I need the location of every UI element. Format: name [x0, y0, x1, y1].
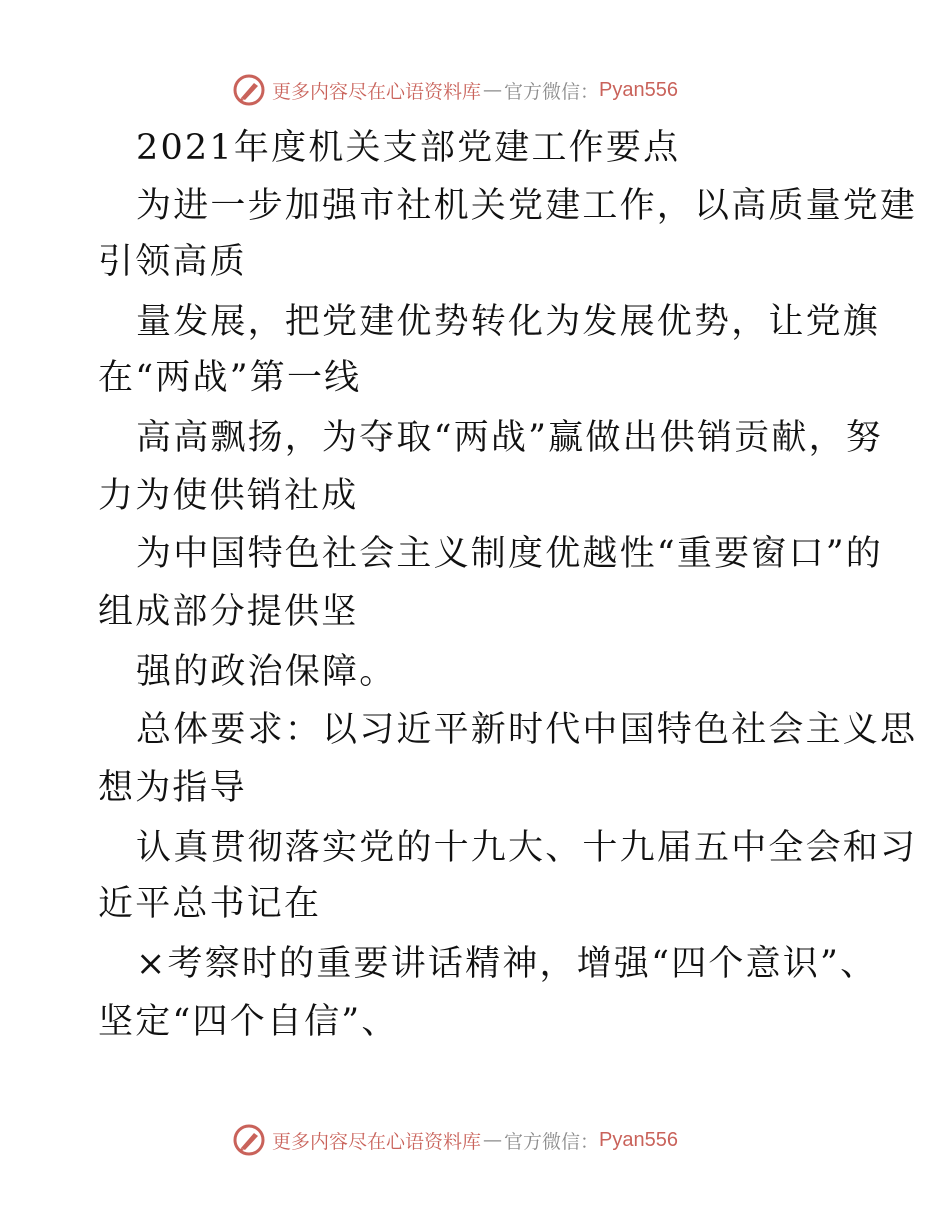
quill-pen-circle-icon — [232, 73, 266, 107]
paragraph-line: 为进一步加强市社机关党建工作，以高质量党建 — [136, 186, 918, 226]
paragraph-line: 量发展，把党建优势转化为发展优势，让党旗 — [136, 302, 881, 342]
paragraph-line: 高高飘扬，为夺取“两战”赢做出供销贡献，努 — [136, 418, 883, 458]
watermark-account-id: Pyan556 — [599, 78, 678, 101]
footer-watermark — [232, 1120, 678, 1160]
paragraph-line: 认真贯彻落实党的十九大、十九届五中全会和习 — [136, 828, 918, 868]
paragraph-line: 近平总书记在 — [98, 884, 322, 924]
paragraph-line: ×考察时的重要讲话精神，增强“四个意识”、 — [136, 944, 878, 984]
watermark-main-text: 更多内容尽在心语资料库 — [272, 80, 482, 103]
paragraph-line: 在“两战”第一线 — [98, 358, 362, 398]
paragraph-line: 总体要求：以习近平新时代中国特色社会主义思 — [136, 710, 918, 750]
document-title: 2021年度机关支部党建工作要点 — [136, 128, 681, 168]
watermark-dash: — — [483, 79, 503, 101]
paragraph-line: 坚定“四个自信”、 — [98, 1002, 399, 1042]
paragraph-line: 力为使供销社成 — [98, 476, 359, 516]
quill-pen-circle-icon — [232, 1123, 266, 1157]
paragraph-line: 强的政治保障。 — [136, 652, 397, 692]
watermark-main-text: 更多内容尽在心语资料库 — [272, 1130, 482, 1153]
header-watermark — [232, 70, 678, 110]
paragraph-line: 想为指导 — [98, 768, 247, 808]
watermark-account-id: Pyan556 — [599, 1128, 678, 1151]
watermark-dash: — — [483, 1129, 503, 1151]
paragraph-line: 为中国特色社会主义制度优越性“重要窗口”的 — [136, 534, 883, 574]
watermark-label: 官方微信： — [504, 80, 600, 103]
watermark-label: 官方微信： — [504, 1130, 600, 1153]
paragraph-line: 组成部分提供坚 — [98, 592, 359, 632]
paragraph-line: 引领高质 — [98, 242, 247, 282]
